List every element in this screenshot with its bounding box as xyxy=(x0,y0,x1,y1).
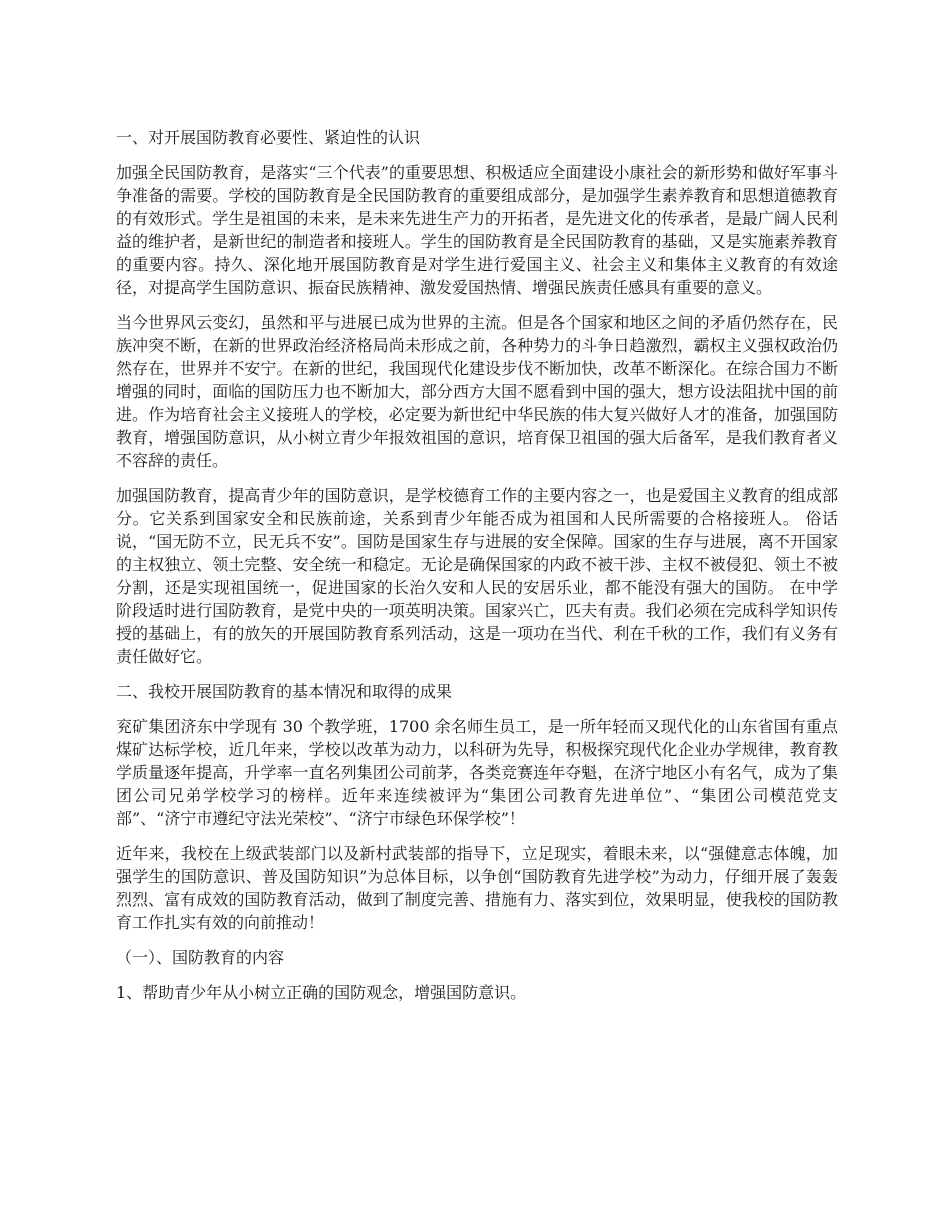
paragraph-2: 当今世界风云变幻，虽然和平与进展已成为世界的主流。但是各个国家和地区之间的矛盾仍然存在，民族冲突不断，在新的世界政治经济格局尚未形成之前，各种势力的斗争日趋激烈，霸权主义强权政治仍然存在，世界并不安宁。在新的世纪，我国现代化建设步伐不断加快，改革不断深化。在综合国力不断增强的同时，面临的国防压力也不断加大，部分西方大国不愿看到中国的强大，想方设法阻扰中国的前进。作为培育社会主义接班人的学校，必定要为新世纪中华民族的伟大复兴做好人才的准备，加强国防教育，增强国防意识，从小树立青少年报效祖国的意识，培育保卫祖国的强大后备军，是我们教育者义不容辞的责任。 xyxy=(116,313,838,470)
paragraph-3: 加强国防教育，提高青少年的国防意识，是学校德育工作的主要内容之一，也是爱国主义教育的组成部分。它关系到国家安全和民族前途，关系到青少年能否成为祖国和人民所需要的合格接班人。 俗话说，“国无防不立，民无兵不安”。国防是国家生存与进展的安全保障。国家的生存与进展，离不开国家的主权独立、领土完整、安全统一和稳定。无论是确保国家的内政不被干涉、主权不被侵犯、领土不被分割，还是实现祖国统一，促进国家的长治久安和人民的安居乐业，都不能没有强大的国防。 在中学阶段适时进行国防教育，是党中央的一项英明决策。国家兴亡，匹夫有责。我们必须在完成科学知识传授的基础上，有的放矢的开展国防教育系列活动，这是一项功在当代、利在千秋的工作，我们有义务有责任做好它。 xyxy=(116,486,838,666)
section-heading-1: 一、对开展国防教育必要性、紧迫性的认识 xyxy=(116,128,421,147)
paragraph-5: 近年来，我校在上级武装部门以及新村武装部的指导下，立足现实，着眼未来，以“强健意志体魄，加强学生的国防意识、普及国防知识”为总体目标，以争创“国防教育先进学校”为动力，仔细开展了轰轰烈烈、富有成效的国防教育活动，做到了制度完善、措施有力、落实到位，效果明显，使我校的国防教育工作扎实有效的向前推动！ xyxy=(116,844,838,932)
item-heading-1: 1、帮助青少年从小树立正确的国防观念，增强国防意识。 xyxy=(116,983,527,1002)
section-heading-2: 二、我校开展国防教育的基本情况和取得的成果 xyxy=(116,682,453,701)
subsection-heading: （一）、国防教育的内容 xyxy=(116,948,285,967)
paragraph-4: 兖矿集团济东中学现有 30 个教学班，1700 余名师生员工，是一所年轻而又现代化的山东省国有重点煤矿达标学校，近几年来，学校以改革为动力，以科研为先导，积极探究现代化企业办学规律，教育教学质量逐年提高，升学率一直名列集团公司前茅，各类竞赛连年夺魁，在济宁地区小有名气，成为了集团公司兄弟学校学习的榜样。近年来连续被评为“集团公司教育先进单位”、“集团公司模范党支部”、“济宁市遵纪守法光荣校”、“济宁市绿色环保学校”！ xyxy=(116,717,838,828)
paragraph-1: 加强全民国防教育，是落实“三个代表”的重要思想、积极适应全面建设小康社会的新形势和做好军事斗争准备的需要。学校的国防教育是全民国防教育的重要组成部分，是加强学生素养教育和思想道德教育的有效形式。学生是祖国的未来，是未来先进生产力的开拓者，是先进文化的传承者，是最广阔人民利益的维护者，是新世纪的制造者和接班人。学生的国防教育是全民国防教育的基础，又是实施素养教育的重要内容。持久、深化地开展国防教育是对学生进行爱国主义、社会主义和集体主义教育的有效途径，对提高学生国防意识、振奋民族精神、激发爱国热情、增强民族责任感具有重要的意义。 xyxy=(116,163,838,297)
